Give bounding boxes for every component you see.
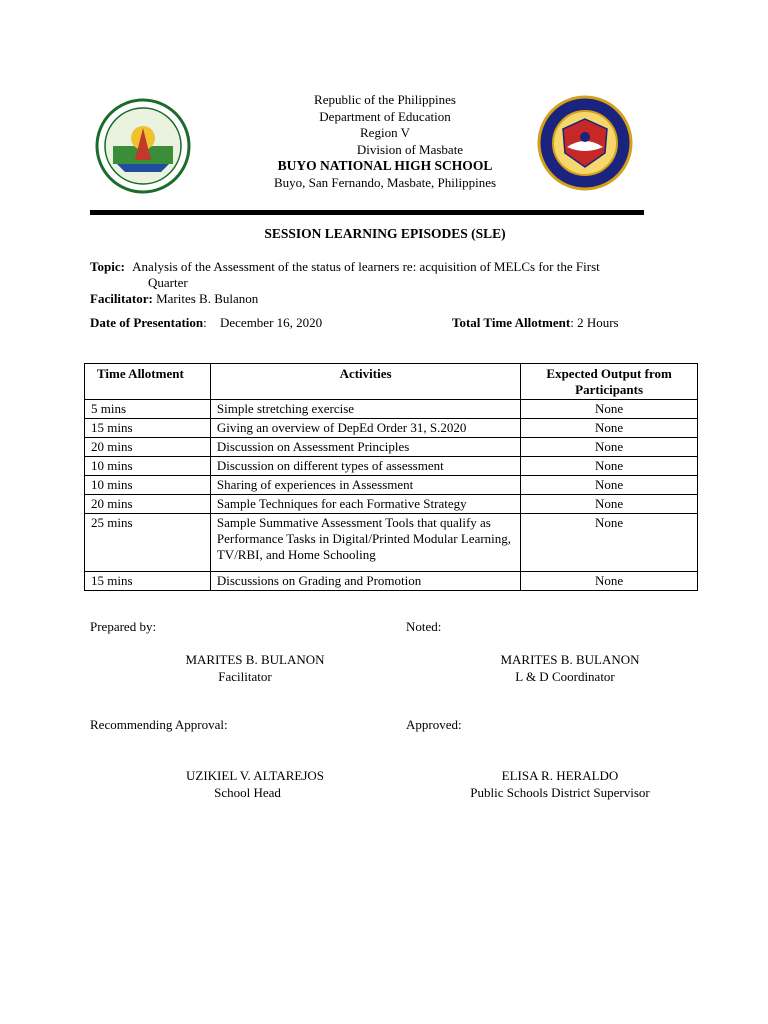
cell-output: None [521, 400, 698, 419]
header-republic: Republic of the Philippines [314, 92, 456, 107]
approved-role: Public Schools District Supervisor [470, 785, 650, 800]
recommending-approval-role: School Head [214, 785, 281, 800]
prepared-by-label: Prepared by: [90, 619, 157, 634]
recommending-approval-label: Recommending Approval: [90, 717, 228, 732]
session-schedule-table [84, 363, 698, 591]
header-activities: Activities [210, 364, 520, 400]
cell-activity: Sharing of experiences in Assessment [210, 476, 520, 495]
approved-label: Approved: [406, 717, 462, 732]
cell-output: None [521, 572, 698, 591]
recommending-approval-name: UZIKIEL V. ALTAREJOS [186, 768, 324, 783]
cell-activity: Sample Techniques for each Formative Strategy [210, 495, 520, 514]
cell-activity: Discussions on Grading and Promotion [210, 572, 520, 591]
deped-seal-logo [95, 98, 191, 194]
facilitator-label: Facilitator: [90, 291, 153, 306]
topic-text-line1: Analysis of the Assessment of the status of learners re: acquisition of MELCs for the First [132, 259, 600, 274]
date-label: Date of Presentation [90, 315, 204, 330]
noted-role: L & D Coordinator [515, 669, 615, 684]
cell-time: 10 mins [85, 457, 211, 476]
allotment-row [452, 315, 619, 331]
header-department: Department of Education [319, 108, 451, 124]
noted-name: MARITES B. BULANON [500, 652, 640, 667]
table-row [85, 514, 698, 572]
cell-time: 15 mins [85, 572, 211, 591]
cell-output: None [521, 438, 698, 457]
cell-activity: Simple stretching exercise [210, 400, 520, 419]
cell-activity: Sample Summative Assessment Tools that qualify as Performance Tasks in Digital/Printed Modular Learning, TV/RBI, and Home Schooling [210, 514, 520, 572]
cell-output: None [521, 495, 698, 514]
cell-activity: Discussion on different types of assessment [210, 457, 520, 476]
approved-name: ELISA R. HERALDO [501, 768, 619, 783]
header-time-allotment: Time Allotment [85, 364, 211, 400]
header-division: Division of Masbate [356, 141, 464, 157]
header-region: Region V [360, 125, 410, 140]
school-name: BUYO NATIONAL HIGH SCHOOL [277, 158, 493, 173]
cell-time: 20 mins [85, 495, 211, 514]
topic-label: Topic: [90, 259, 125, 274]
cell-time: 25 mins [85, 514, 211, 572]
topic-block [90, 259, 650, 291]
date-separator: : [203, 315, 207, 330]
table-row [85, 457, 698, 476]
cell-output: None [521, 419, 698, 438]
cell-time: 20 mins [85, 438, 211, 457]
date-row [90, 315, 322, 331]
school-seal-logo [537, 95, 633, 191]
document-title: SESSION LEARNING EPISODES (SLE) [264, 226, 506, 241]
facilitator-value: Marites B. Bulanon [156, 291, 259, 306]
table-row [85, 419, 698, 438]
prepared-by-name: MARITES B. BULANON [185, 652, 325, 667]
header-expected-output: Expected Output from Participants [521, 364, 698, 400]
table-row [85, 400, 698, 419]
facilitator-row [90, 291, 258, 307]
cell-activity: Giving an overview of DepEd Order 31, S.2020 [210, 419, 520, 438]
allotment-label: Total Time Allotment [452, 315, 571, 330]
noted-label: Noted: [406, 619, 442, 634]
cell-output: None [521, 457, 698, 476]
allotment-separator: : [570, 315, 574, 330]
school-address: Buyo, San Fernando, Masbate, Philippines [273, 174, 497, 190]
cell-time: 10 mins [85, 476, 211, 495]
cell-output: None [521, 514, 698, 572]
cell-time: 5 mins [85, 400, 211, 419]
cell-output: None [521, 476, 698, 495]
table-header-row [85, 364, 698, 400]
header-divider [90, 210, 644, 215]
table-row [85, 438, 698, 457]
table-row [85, 572, 698, 591]
topic-text-line2: Quarter [148, 275, 188, 290]
table-row [85, 495, 698, 514]
letterhead [230, 92, 540, 191]
cell-time: 15 mins [85, 419, 211, 438]
cell-activity: Discussion on Assessment Principles [210, 438, 520, 457]
date-value: December 16, 2020 [220, 315, 323, 330]
prepared-by-role: Facilitator [218, 669, 272, 684]
allotment-value: 2 Hours [577, 315, 619, 330]
table-row [85, 476, 698, 495]
